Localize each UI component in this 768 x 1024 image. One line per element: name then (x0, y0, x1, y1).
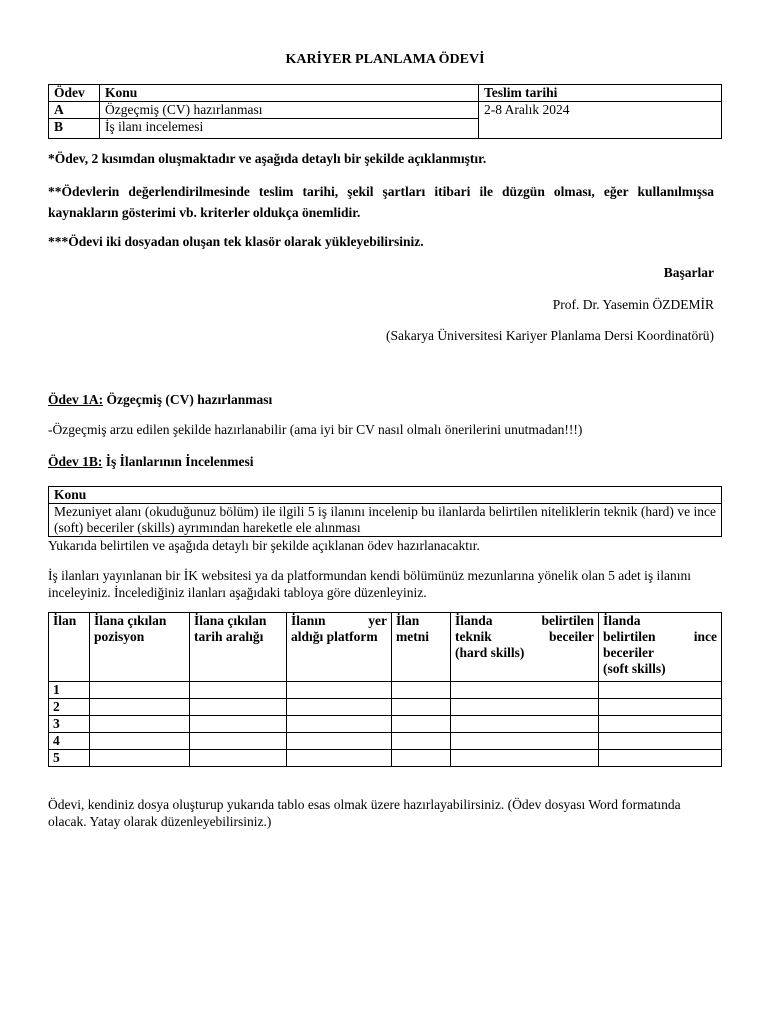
part-a-heading (48, 392, 272, 408)
col-tarih: İlana çıkılan tarih aralığı (190, 613, 287, 682)
row-b-topic: İş ilanı incelemesi (100, 119, 479, 139)
part-a-text: -Özgeçmiş arzu edilen şekilde hazırlanabilir (ama iyi bir CV nasıl olmalı önerilerini unutmadan!!!) (48, 422, 583, 437)
col-hard-w3: teknik (455, 629, 492, 644)
row-b-id: B (49, 119, 100, 139)
greeting: Başarlar (663, 265, 714, 280)
col-soft-w3: ince (693, 629, 717, 644)
part-a-title: Özgeçmiş (CV) hazırlanması (103, 392, 273, 407)
col-soft-w1: İlanda (603, 613, 641, 628)
col-platform-w1: İlanın (291, 613, 326, 628)
part-b-heading (48, 454, 254, 470)
col-hard-skills (451, 613, 599, 682)
row-a-id: A (49, 102, 100, 119)
assignment-table (48, 84, 722, 139)
konu-header: Konu (49, 487, 722, 504)
signer-affiliation: (Sakarya Üniversitesi Kariyer Planlama Dersi Koordinatörü) (385, 328, 714, 343)
col-soft-w2: belirtilen (603, 629, 656, 644)
row-a-topic: Özgeçmiş (CV) hazırlanması (100, 102, 479, 119)
part-b-label: Ödev 1B: (48, 454, 103, 469)
row-number: 4 (49, 733, 90, 750)
table-row (49, 699, 722, 716)
col-soft-w4: beceriler (603, 645, 654, 660)
table-row (49, 750, 722, 767)
header-teslim: Teslim tarihi (479, 85, 722, 102)
document-title: KARİYER PLANLAMA ÖDEVİ (285, 52, 485, 67)
col-metin: İlan metni (392, 613, 451, 682)
col-ilan: İlan (49, 613, 90, 682)
table-row (49, 716, 722, 733)
col-platform-w2: yer (368, 613, 387, 628)
col-soft-skills (599, 613, 722, 682)
part-b-after-text: Yukarıda belirtilen ve aşağıda detaylı bir şekilde açıklanan ödev hazırlanacaktır. (48, 538, 480, 553)
part-a-label: Ödev 1A: (48, 392, 104, 407)
table-row (49, 733, 722, 750)
col-hard-w1: İlanda (455, 613, 493, 628)
note-3: ***Ödevi iki dosyadan oluşan tek klasör olarak yükleyebilirsiniz. (48, 234, 424, 249)
part-b-title: İş İlanlarının İncelenmesi (102, 454, 254, 469)
col-pozisyon: İlana çıkılan pozisyon (90, 613, 190, 682)
part-b-instruction: İş ilanları yayınlanan bir İK websitesi ya da platformundan kendi bölümünüz mezunlarına yönelik olan 5 adet iş ilanını inceleyiniz. İncelediğiniz ilanları aşağıdaki tabloya göre düzenleyiniz. (48, 568, 691, 600)
col-platform-rest: aldığı platform (291, 629, 378, 644)
konu-text: Mezuniyet alanı (okuduğunuz bölüm) ile ilgili 5 iş ilanını incelenip bu ilanlarda belirtilen niteliklerin teknik (hard) ve ince (soft) beceriler (skills) ayrımından hareketle ele alınması (49, 504, 722, 537)
note-1: *Ödev, 2 kısımdan oluşmaktadır ve aşağıda detaylı bir şekilde açıklanmıştır. (48, 151, 487, 166)
job-listing-table (48, 612, 722, 767)
col-platform (287, 613, 392, 682)
row-number: 5 (49, 750, 90, 767)
row-number: 3 (49, 716, 90, 733)
table-row (49, 682, 722, 699)
konu-table (48, 486, 722, 537)
header-odev: Ödev (49, 85, 100, 102)
row-number: 1 (49, 682, 90, 699)
signer-name: Prof. Dr. Yasemin ÖZDEMİR (552, 297, 714, 312)
col-soft-w5: (soft skills) (603, 661, 666, 676)
header-konu: Konu (100, 85, 479, 102)
due-date: 2-8 Aralık 2024 (479, 102, 722, 139)
col-hard-w2: belirtilen (541, 613, 594, 628)
col-hard-w4: beceiler (549, 629, 594, 644)
footer-text: Ödevi, kendiniz dosya oluşturup yukarıda tablo esas olmak üzere hazırlayabilirsiniz. (Ödev dosyası Word formatında olacak. Yatay olarak düzenleyebilirsiniz.) (48, 797, 681, 829)
col-hard-w5: (hard skills) (455, 645, 525, 660)
row-number: 2 (49, 699, 90, 716)
note-2: **Ödevlerin değerlendirilmesinde teslim tarihi, şekil şartları itibari ile düzgün olması, eğer kullanılmışsa kaynakların gösterimi vb. kriterler oldukça önemlidir. (48, 184, 714, 220)
